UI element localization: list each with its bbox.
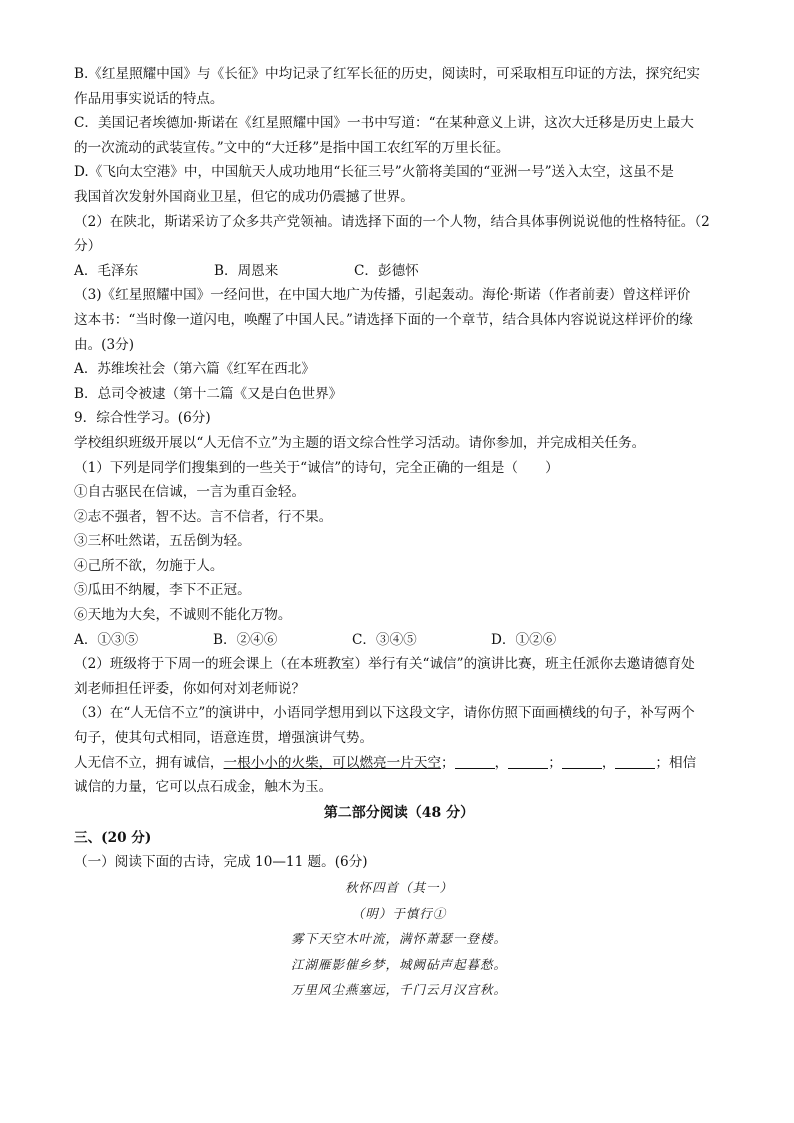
q9-sub1: （1）下列是同学们搜集到的一些关于“诚信”的诗句，完全正确的一组是（ ） bbox=[74, 459, 559, 476]
q8-option-d-line2: 我国首次发射外国商业卫星，但它的成功仍震撼了世界。 bbox=[74, 188, 414, 205]
q9-options bbox=[74, 628, 724, 653]
q9-paragraph-line2: 诚信的力量，它可以点石成金，触木为玉。 bbox=[74, 779, 333, 796]
q8-sub2-option-c: C．彭德怀 bbox=[354, 262, 419, 279]
section-three-heading: 三、(20 分) bbox=[74, 829, 152, 846]
q8-sub2-line1: （2）在陕北，斯诺采访了众多共产党领袖。请选择下面的一个人物，结合具体事例说说他的性格特征。（2 bbox=[74, 213, 710, 230]
fill-blank-4[interactable] bbox=[615, 754, 655, 769]
q8-sub2-line2: 分） bbox=[74, 238, 102, 255]
q8-sub3-option-b: B．总司令被逮（第十二篇《又是白色世界》 bbox=[74, 385, 343, 402]
q9-title: 9．综合性学习。(6分) bbox=[74, 410, 211, 427]
q8-option-c-line1: C．美国记者埃德加·斯诺在《红星照耀中国》一书中写道：“在某种意义上讲，这次大迁移是历史上最大 bbox=[74, 115, 694, 132]
fill-blank-2[interactable] bbox=[508, 754, 548, 769]
q8-sub2-options bbox=[74, 259, 724, 284]
fill-blank-1[interactable] bbox=[455, 754, 495, 769]
poem-title: 秋怀四首（其一） bbox=[344, 880, 453, 895]
q8-sub3-option-a: A．苏维埃社会（第六篇《红军在西北》 bbox=[74, 361, 315, 378]
q9-verse-1: ①自古驱民在信诚，一言为重百金轻。 bbox=[74, 484, 306, 501]
fill-blank-3[interactable] bbox=[562, 754, 602, 769]
q8-option-d-line1: D.《飞向太空港》中，中国航天人成功地用“长征三号”火箭将美国的“亚洲一号”送入太空，这虽不是 bbox=[74, 164, 674, 181]
q9-verse-3: ③三杯吐然诺，五岳倒为轻。 bbox=[74, 533, 251, 550]
q8-option-b-line1: B.《红星照耀中国》与《长征》中均记录了红军长征的历史，阅读时，可采取相互印证的方法，探究纪实 bbox=[74, 66, 701, 82]
q8-sub3-line3: 由。(3分) bbox=[74, 336, 135, 353]
q9-verse-4: ④己所不欲，勿施于人。 bbox=[74, 557, 224, 574]
poem-author: （明）于慎行① bbox=[351, 905, 447, 921]
underlined-sentence: 一根小小的火柴，可以燃亮一片天空 bbox=[223, 754, 442, 771]
poem-line-1: 雾下天空木叶流，满怀萧瑟一登楼。 bbox=[290, 931, 507, 946]
q9-verse-6: ⑥天地为大矣，不诚则不能化万物。 bbox=[74, 607, 292, 624]
part2-heading: 第二部分阅读（48 分） bbox=[323, 804, 475, 821]
q9-sub3-line2: 句子，使其句式相同，语意连贯，增强演讲气势。 bbox=[74, 730, 374, 747]
q9-paragraph-line1: 人无信不立，拥有诚信，一根小小的火柴，可以燃亮一片天空； ， ； ， ；相信 bbox=[74, 754, 697, 771]
q9-option-d: D．①②⑥ bbox=[491, 631, 557, 648]
q9-intro: 学校组织班级开展以“人无信不立”为主题的语文综合性学习活动。请你参加，并完成相关任务。 bbox=[74, 434, 646, 451]
section-one-instruction: （一）阅读下面的古诗，完成 10—11 题。(6分) bbox=[74, 854, 368, 871]
q8-sub2-option-a: A．毛泽东 bbox=[74, 262, 139, 279]
q8-sub3-line2: 这本书：“当时像一道闪电，唤醒了中国人民。”请选择下面的一个章节，结合具体内容说说这样评价的缘 bbox=[74, 311, 693, 328]
q9-option-b: B．②④⑥ bbox=[213, 631, 278, 648]
q9-sub2-line2: 刘老师担任评委，你如何对刘老师说？ bbox=[74, 680, 306, 697]
q9-option-a: A．①③⑤ bbox=[74, 631, 139, 648]
q8-option-b-line2: 作品用事实说话的特点。 bbox=[74, 90, 224, 107]
q9-sub3-line1: （3）在“人无信不立”的演讲中，小语同学想用到以下这段文字，请你仿照下面画横线的句子，补写两个 bbox=[74, 705, 695, 722]
q8-sub2-option-b: B．周恩来 bbox=[214, 262, 279, 279]
q9-verse-2: ②志不强者，智不达。言不信者，行不果。 bbox=[74, 508, 333, 525]
exam-page bbox=[74, 62, 724, 1003]
poem-line-3: 万里风尘燕塞远，千门云月汉宫秋。 bbox=[290, 982, 507, 997]
q9-option-c: C．③④⑤ bbox=[352, 631, 417, 648]
q9-verse-5: ⑤瓜田不纳履，李下不正冠。 bbox=[74, 582, 251, 599]
q8-sub3-line1: （3)《红星照耀中国》一经问世，在中国大地广为传播，引起轰动。海伦·斯诺（作者前妻）曾这样评价 bbox=[74, 287, 691, 304]
poem-line-2: 江湖雁影催乡梦，城阙砧声起暮愁。 bbox=[290, 956, 507, 972]
q8-option-c-line2: 的一次流动的武装宣传。”文中的“大迁移”是指中国工农红军的万里长征。 bbox=[74, 139, 510, 156]
q9-sub2-line1: （2）班级将于下周一的班会课上（在本班教室）举行有关“诚信”的演讲比赛，班主任派你去邀请德育处 bbox=[74, 656, 695, 673]
